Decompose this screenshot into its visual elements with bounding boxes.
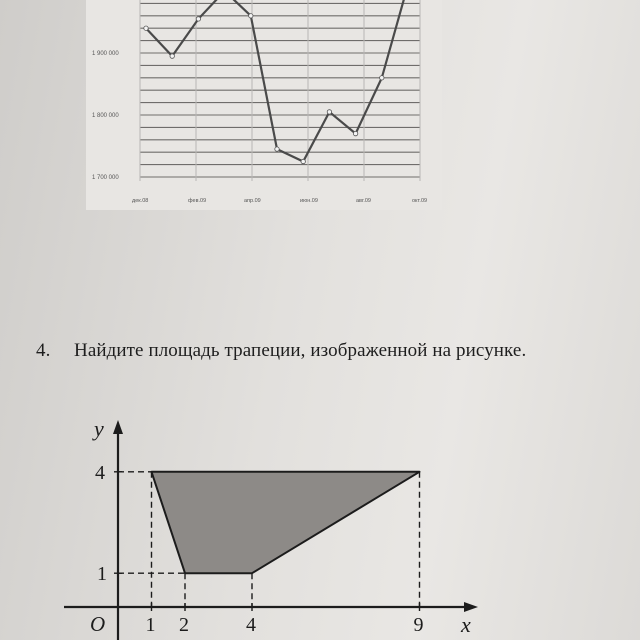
y-tick-label: 4 (95, 461, 105, 484)
y-tick-label: 1 900 000 (92, 51, 119, 57)
x-tick-label: 9 (413, 614, 424, 636)
x-tick-label: июн.09 (300, 198, 318, 204)
y-tick-label: 1 (97, 563, 107, 586)
x-tick-label: 1 (145, 614, 156, 636)
x-tick-label: 2 (179, 614, 189, 636)
x-tick-label: дек.08 (132, 198, 149, 204)
x-tick-label: 4 (246, 614, 256, 636)
y-axis-label: y (94, 416, 104, 441)
y-tick-label: 1 800 000 (92, 113, 119, 119)
x-tick-label: фев.09 (188, 198, 207, 204)
y-tick-label: 1 700 000 (92, 175, 119, 181)
x-axis-label: x (461, 612, 471, 637)
x-tick-label: окт.09 (412, 198, 428, 204)
trapezoid (152, 472, 420, 573)
origin-label: O (90, 612, 106, 636)
x-axis-arrow-icon (464, 602, 478, 612)
x-tick-label: авг.09 (356, 198, 371, 204)
y-axis-arrow-icon (113, 420, 123, 434)
x-tick-label: апр.09 (244, 198, 261, 204)
task-number: 4. (36, 340, 51, 361)
task-text: Найдите площадь трапеции, изображенной на рисунке. (74, 340, 527, 361)
